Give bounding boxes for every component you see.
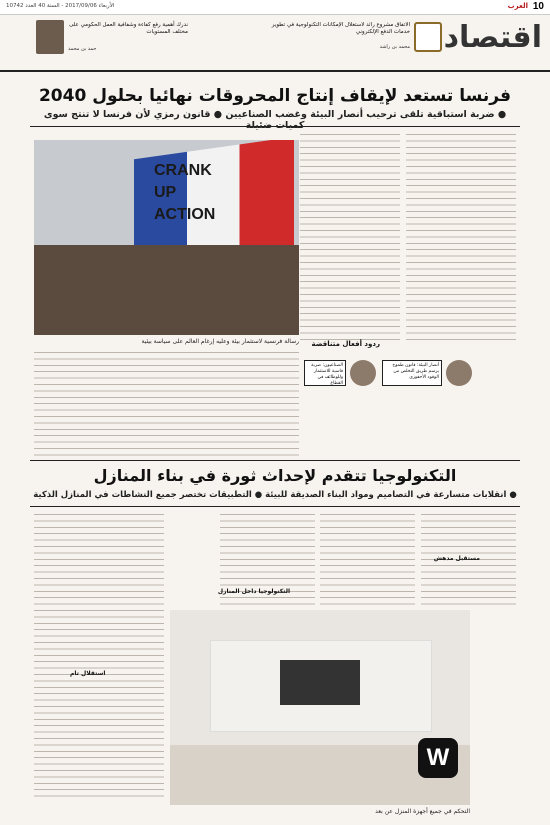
story-1-headline: فرنسا تستعد لإيقاف إنتاج المحروقات نهائيا بحلول 2040	[38, 86, 512, 106]
top-bar	[0, 0, 550, 15]
story-1-body-lower	[34, 350, 299, 458]
reaction-tag-2: الصناعيون: ضربة قاسية للاستثمار وللوظائف في القطاع	[304, 360, 346, 386]
story-1-body-col-1	[406, 132, 516, 342]
photo-2-caption: التحكم في جميع أجهزة المنزل عن بعد	[375, 808, 470, 815]
story-2-section-title-1: مستقبل مدهش	[433, 555, 480, 562]
story-2-subhead: ● انقلابات متسارعة في التصاميم ومواد البناء الصديقة للبيئة ● التطبيقات تختصر جميع النشاطات في المنازل الذكية	[33, 490, 517, 500]
divider	[30, 506, 520, 507]
page-number: 10	[532, 1, 544, 12]
divider	[30, 460, 520, 461]
story-2-headline: التكنولوجيا تتقدم لإحداث ثورة في بناء المنازل	[93, 466, 457, 485]
reaction-tag-1: أنصار البيئة: قانون طموح يرسم طريق التخلص من الوقود الأحفوري	[382, 360, 442, 386]
section-title: اقتصاد	[443, 20, 542, 55]
header-quote-name: حمد بن محمد	[68, 46, 97, 52]
reactions-box-title: ردود أفعال متناقضة	[311, 340, 380, 348]
reactions-box	[302, 348, 480, 428]
header-ad-text: الاتفاق مشروع رائد لاستغلال الإمكانات التكنولوجية في تطوير خدمات الدفع الإلكتروني	[271, 22, 410, 35]
avatar	[350, 360, 376, 386]
protest-photo	[34, 140, 299, 335]
avatar	[446, 360, 472, 386]
flag-text: CRANK UP ACTION	[154, 162, 216, 223]
divider	[30, 126, 520, 127]
story-2-section-title-3: استقلال تام	[70, 670, 106, 677]
header-quote: ندرك أهمية رفع كفاءة وشفافية العمل الحكومي على مختلف المستويات	[69, 22, 188, 35]
brand-mark: W	[418, 738, 458, 778]
author-avatar	[36, 20, 64, 54]
photo-crowd	[34, 245, 299, 335]
story-2-body-col-2	[320, 512, 415, 607]
story-1-body-col-2	[300, 132, 400, 342]
emblem-icon	[414, 22, 442, 52]
date-line: الأربعاء 2017/09/06 - السنة 40 العدد 10742	[6, 3, 115, 9]
publication-name: العرب	[507, 2, 528, 10]
photo-1-caption: رسالة فرنسية لاستثمار بيئة وعليه إرغام العالم على سياسة بيئية	[141, 338, 299, 345]
header-ad-name: محمد بن راشد	[379, 44, 410, 50]
story-2-section-title-2: التكنولوجيا داخل المنازل	[217, 588, 290, 595]
story-2-body-col-4	[34, 512, 164, 802]
smart-home-photo	[170, 610, 470, 805]
story-1-subhead: ● ضربة استباقية تلقى ترحيب أنصار البيئة وغضب الصناعيين ● قانون رمزي لأن فرنسا لا تنتج سوى	[43, 109, 507, 120]
tv-icon	[280, 660, 360, 705]
section-header	[0, 14, 550, 72]
